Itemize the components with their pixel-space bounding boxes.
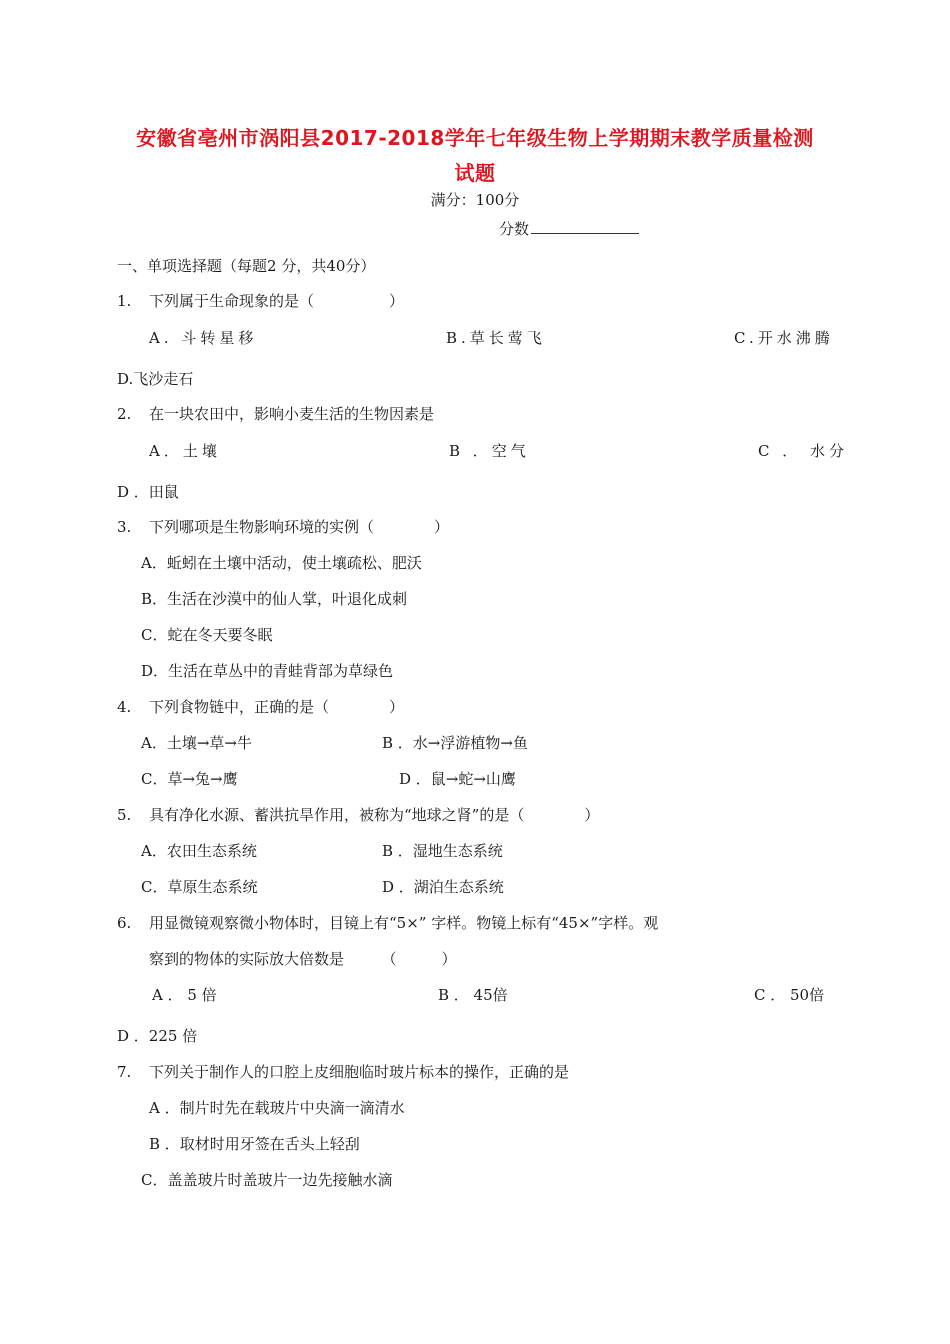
question-stem-continued: 察到的物体的实际放大倍数是 （ ） — [149, 950, 457, 968]
option-b: B．生活在沙漠中的仙人掌，叶退化成刺 — [141, 590, 408, 608]
option-d: D.飞沙走石 — [117, 370, 194, 388]
option-c: C．草原生态系统 — [141, 878, 258, 896]
question-stem: 下列哪项是生物影响环境的实例（ ） — [149, 518, 450, 536]
option-c: C ． 50倍 — [754, 986, 825, 1004]
question-number: 3. — [117, 518, 132, 536]
option-a: A．蚯蚓在土壤中活动，使土壤疏松、肥沃 — [141, 554, 422, 572]
question-stem: 下列属于生命现象的是（ ） — [149, 292, 405, 310]
option-a: A. 斗转星移 — [149, 329, 258, 347]
option-c: C．蛇在冬天要冬眠 — [141, 626, 273, 644]
question-number: 2. — [117, 405, 132, 423]
option-a: A ．制片时先在载玻片中央滴一滴清水 — [149, 1099, 405, 1117]
exam-title-line1: 安徽省亳州市涡阳县2017-2018学年七年级生物上学期期末教学质量检测 — [136, 126, 814, 150]
option-b: B ．取材时用牙签在舌头上轻刮 — [149, 1135, 360, 1153]
question-stem: 下列关于制作人的口腔上皮细胞临时玻片标本的操作，正确的是 — [149, 1063, 570, 1081]
option-d: D ．湖泊生态系统 — [382, 878, 504, 896]
option-b: B ．湿地生态系统 — [382, 842, 503, 860]
full-score: 满分：100分 — [430, 191, 520, 209]
score-field — [499, 219, 639, 239]
score-label: 分数 — [499, 220, 530, 238]
score-blank — [531, 219, 639, 234]
question-number: 1. — [117, 292, 132, 310]
exam-title-line2: 试题 — [454, 161, 496, 185]
option-c: C ． 水分 — [758, 442, 849, 460]
question-stem: 用显微镜观察微小物体时，目镜上有“5×” 字样。物镜上标有“45×”字样。观 — [149, 914, 659, 932]
question-number: 7. — [117, 1063, 132, 1081]
question-stem: 在一块农田中，影响小麦生活的生物因素是 — [149, 405, 435, 423]
option-d: D．生活在草丛中的青蛙背部为草绿色 — [141, 662, 394, 680]
question-number: 5. — [117, 806, 132, 824]
option-b: B ．水→浮游植物→鱼 — [382, 734, 528, 752]
section-heading: 一、单项选择题（每题2 分，共40分） — [117, 257, 376, 275]
option-a: A．土壤 — [149, 442, 221, 460]
option-b: B.草长莺飞 — [446, 329, 546, 347]
option-a: A．土壤→草→牛 — [141, 734, 252, 752]
option-a: A．农田生态系统 — [141, 842, 257, 860]
question-stem: 具有净化水源、蓄洪抗旱作用，被称为“地球之肾”的是（ ） — [149, 806, 600, 824]
option-b: B ．空气 — [449, 442, 530, 460]
option-a: A ． 5 倍 — [152, 986, 217, 1004]
option-d: D ．225 倍 — [117, 1027, 198, 1045]
option-b: B ． 45倍 — [438, 986, 508, 1004]
question-number: 4. — [117, 698, 132, 716]
option-d: D ．鼠→蛇→山鹰 — [399, 770, 516, 788]
option-c: C．草→兔→鹰 — [141, 770, 238, 788]
option-d: D ．田鼠 — [117, 483, 179, 501]
option-c: C．盖盖玻片时盖玻片一边先接触水滴 — [141, 1171, 393, 1189]
question-number: 6. — [117, 914, 132, 932]
question-stem: 下列食物链中，正确的是（ ） — [149, 698, 405, 716]
option-c: C.开水沸腾 — [734, 329, 834, 347]
